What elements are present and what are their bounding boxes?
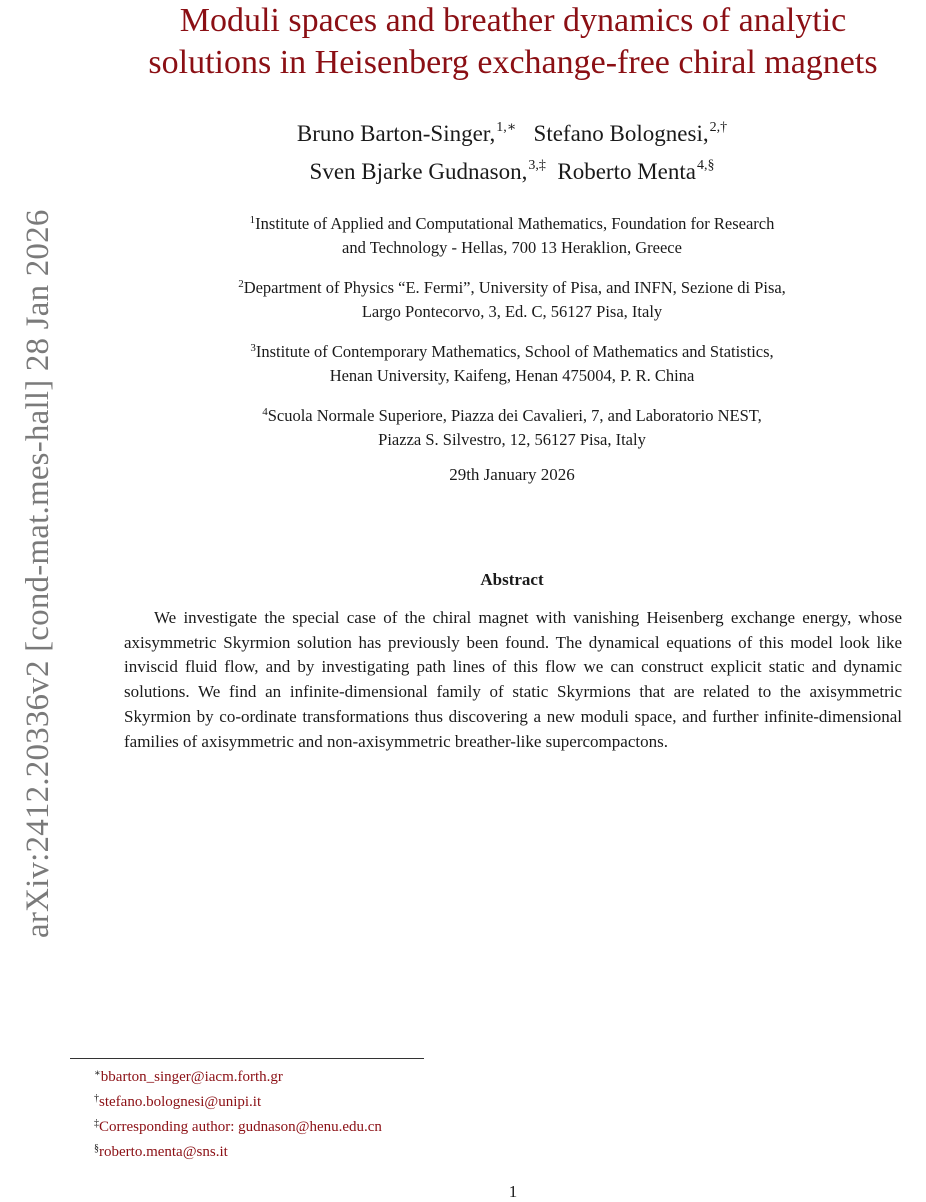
- footnote-mark: ‡: [94, 1118, 99, 1129]
- affiliation-line: Institute of Contemporary Mathematics, School of Mathematics and Statistics,: [255, 342, 774, 361]
- page-number: 1: [508, 1182, 518, 1201]
- affiliation-line: Scuola Normale Superiore, Piazza dei Cavalieri, 7, and Laboratorio NEST,: [267, 406, 762, 425]
- author-1: [297, 121, 516, 146]
- footnote-list: [94, 1063, 382, 1163]
- author-2: [534, 121, 728, 146]
- email-link[interactable]: roberto.menta@sns.it: [99, 1144, 228, 1160]
- email-link[interactable]: bbarton_singer@iacm.forth.gr: [100, 1069, 283, 1085]
- footnote-email-1: [94, 1063, 382, 1088]
- author-affil-mark: 1,∗: [496, 120, 517, 135]
- email-link[interactable]: stefano.bolognesi@unipi.it: [99, 1094, 262, 1110]
- author-name: Bruno Barton-Singer,: [296, 121, 496, 146]
- paper-date: 29th January 2026: [449, 465, 575, 484]
- author-name: Stefano Bolognesi,: [533, 121, 709, 146]
- author-list: [120, 112, 904, 188]
- affiliation-2: [180, 272, 844, 324]
- affiliation-line: Largo Pontecorvo, 3, Ed. C, 56127 Pisa, Italy: [361, 302, 663, 321]
- author-name: Roberto Menta: [557, 159, 696, 184]
- author-affil-mark: 2,†: [709, 120, 728, 135]
- affiliation-1: [180, 208, 844, 260]
- author-4: [557, 159, 714, 184]
- affiliation-line: Institute of Applied and Computational Mathematics, Foundation for Research: [255, 214, 775, 233]
- author-name: Sven Bjarke Gudnason,: [309, 159, 528, 184]
- affiliation-line: Henan University, Kaifeng, Henan 475004, P. R. China: [329, 366, 695, 385]
- affiliation-line: and Technology - Hellas, 700 13 Heraklion, Greece: [342, 238, 682, 257]
- footnote-email-4: [94, 1138, 382, 1163]
- footnote-email-2: [94, 1088, 382, 1113]
- affiliation-line: Piazza S. Silvestro, 12, 56127 Pisa, Italy: [378, 430, 646, 449]
- abstract-body: We investigate the special case of the chiral magnet with vanishing Heisenberg exchange energy, whose axisymmetric Skyrmion solution has previously been found. The dynamical equations of this model look like inviscid fluid flow, and by investigating path lines of this flow we can construct explicit static and dynamic solutions. We find an infinite-dimensional family of static Skyrmions that are related to the axisymmetric Skyrmion by co-ordinate transformations thus discovering a new moduli space, and further infinite-dimensional families of axisymmetric and non-axisymmetric breather-like supercompactons.: [124, 608, 902, 751]
- author-affil-mark: 4,§: [696, 158, 715, 173]
- footnote-mark: §: [94, 1143, 99, 1154]
- affiliation-list: [180, 208, 844, 464]
- author-3: [310, 159, 546, 184]
- affiliation-3: [180, 336, 844, 388]
- affiliation-number: 2: [238, 278, 244, 290]
- footnote-email-3: [94, 1113, 382, 1138]
- email-link[interactable]: Corresponding author: gudnason@henu.edu.cn: [99, 1119, 382, 1135]
- abstract-heading: Abstract: [480, 570, 544, 589]
- arxiv-stamp-text: arXiv:2412.20336v2 [cond-mat.mes-hall] 28 Jan 2026: [20, 209, 56, 938]
- footnote-mark: †: [94, 1093, 99, 1104]
- affiliation-number: 3: [250, 342, 256, 354]
- footnote-divider: [70, 1058, 424, 1059]
- paper-title-line-2: solutions in Heisenberg exchange-free chiral magnets: [148, 44, 878, 81]
- affiliation-line: Department of Physics “E. Fermi”, University of Pisa, and INFN, Sezione di Pisa,: [243, 278, 786, 297]
- author-affil-mark: 3,‡: [528, 158, 546, 173]
- paper-title: [80, 0, 926, 84]
- affiliation-4: [180, 400, 844, 452]
- affiliation-number: 4: [262, 406, 268, 418]
- affiliation-number: 1: [249, 214, 256, 226]
- paper-title-line-1: Moduli spaces and breather dynamics of analytic: [179, 2, 847, 39]
- footnote-mark: ∗: [94, 1068, 101, 1079]
